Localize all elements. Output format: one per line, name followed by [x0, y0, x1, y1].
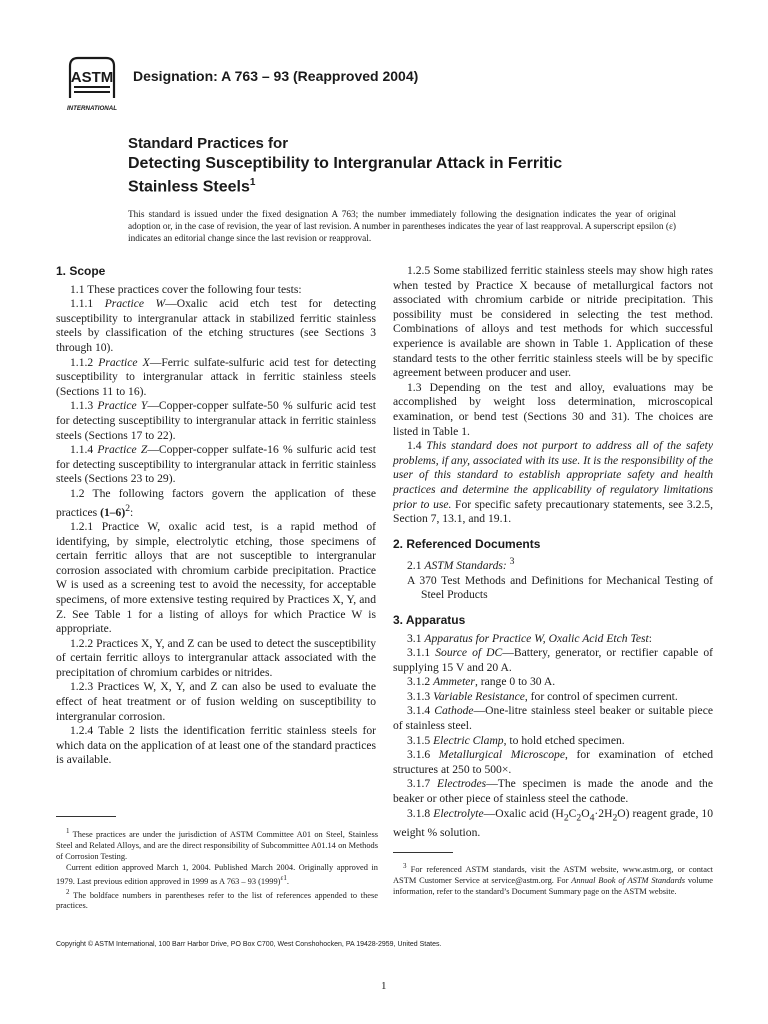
apparatus-heading: 3. Apparatus — [393, 612, 466, 627]
footnote-3: $^3$ For referenced ASTM standards, visit the ASTM website, www.astm.org, or contact ASTM Customer Service at service@astm.org. For Annual Book of ASTM Standards volume information, refer to the standard’s Document Summary page on the ASTM website. — [393, 862, 713, 896]
para-1-2-4: 1.2.4 Table 2 lists the identification ferritic stainless steels for which data on the application of at least one of the standard practices is available. — [56, 724, 376, 767]
para-1-2-5: 1.2.5 Some stabilized ferritic stainless steels may show high rates when tested by Practice X because of metallurgical factors not associated with chromium carbide or nitride precipitation. This possibility must be considered in selecting the test method. Combinations of alloys and test methods for which successful experience is available are shown in Table 1. Application of these standard tests to the other ferritic stainless steels will be by specific agreement between producer and user. — [393, 264, 713, 380]
designation: Designation: A 763 – 93 (Reapproved 2004) — [133, 68, 419, 84]
footnotes-right — [393, 861, 713, 897]
para-3-1: 3.1 Apparatus for Practice W, Oxalic Acid Etch Test: — [407, 631, 652, 645]
footnote-rule-left — [56, 816, 116, 817]
para-1-3: 1.3 Depending on the test and alloy, evaluations may be accomplished by weight loss determination, microscopical examination, or bend test (Sections 30 and 31). The choices are listed in Table 1. — [393, 380, 713, 438]
para-3-1-3: 3.1.3 Variable Resistance, for control of specimen current. — [407, 689, 678, 703]
footnote-1b: Current edition approved March 1, 2004. Published March 2004. Originally approved in 1979. Last previous edition approved in 1999 as A 763 – 93 $(1999)^{\varepsilon 1}$. — [56, 862, 378, 886]
para-3-1-1: 3.1.1 Source of DC—Battery, generator, or rectifier capable of supplying 15 V and 20 A. — [393, 646, 713, 674]
svg-text:ASTM: ASTM — [70, 69, 114, 86]
preamble-text: This standard is issued under the fixed designation A 763; the number immediately following the designation indicates the year of original adoption or, in the case of revision, the year of last revision. A number in parentheses indicates the year of last reapproval. A superscript epsilon (ε) indicates an editorial change since the last revision or reapproval. — [128, 210, 676, 245]
para-1-1-3: 1.1.3 Practice Y—Copper-copper sulfate-50 % sulfuric acid test for detecting susceptibility to intergranular attack in ferritic stainless steels (Sections 17 to 22). — [56, 399, 377, 442]
para-1-2-1: 1.2.1 Practice W, oxalic acid test, is a rapid method of identifying, by simple, electrolytic etching, those specimens of certain ferritic alloys that are not susceptible to intergranular corrosion associated with chromium carbide precipitation. Practice W is used as a screening test to avoid the necessity, for acceptable specimens, of more extensive testing required by Practices X, Y, and Z. See Table 1 for a listing of alloys for which Practice W is appropriate. — [56, 519, 376, 636]
para-1-1-4: 1.1.4 Practice Z—Copper-copper sulfate-16 % sulfuric acid test for detecting susceptibility to intergranular attack in ferritic stainless steels (Sections 23 to 29). — [56, 443, 377, 486]
para-3-1-6: 3.1.6 Metallurgical Microscope, for examination of etched structures at 250 to 500×. — [393, 748, 713, 776]
para-3-1-7: 3.1.7 Electrodes—The specimen is made the anode and the beaker or other piece of stainless steel the cathode. — [393, 777, 714, 806]
document-title — [128, 135, 688, 196]
title-line-2: Detecting Susceptibility to Intergranular Attack in Ferritic — [128, 155, 563, 172]
para-1-1-1: 1.1.1 Practice W—Oxalic acid etch test for detecting susceptibility to intergranular attack in stabilized ferritic stainless steels by classification of the etching structures (see Sections 3 through 10). — [56, 297, 376, 354]
title-line-1: Standard Practices for — [128, 135, 289, 152]
astm-logo — [62, 52, 122, 116]
right-column — [393, 264, 713, 840]
svg-text:INTERNATIONAL: INTERNATIONAL — [66, 105, 118, 112]
para-3-1-2: 3.1.2 Ammeter, range 0 to 30 A. — [407, 675, 556, 689]
footnote-2: $^2$ The boldface numbers in parentheses refer to the list of references appended to these practices. — [56, 887, 378, 911]
para-3-1-4: 3.1.4 Cathode—One-litre stainless steel beaker or suitable piece of stainless steel. — [393, 704, 713, 733]
footnotes-left — [56, 826, 378, 911]
referenced-documents-heading: 2. Referenced Documents — [393, 536, 541, 551]
left-column — [56, 264, 376, 768]
para-1-1: 1.1 These practices cover the following four tests: — [70, 282, 302, 296]
scope-heading: 1. Scope — [56, 264, 106, 278]
page-number: 1 — [381, 980, 387, 992]
para-1-2-3: 1.2.3 Practices W, X, Y, and Z can also be used to evaluate the effect of heat treatment or of fusion welding on susceptibility to intergranular corrosion. — [56, 680, 376, 723]
para-1-2: 1.2 The following factors govern the application of these practices $(1-6)^2$: — [56, 486, 376, 519]
footnote-rule-right — [393, 852, 453, 853]
title-footnote-mark: 1 — [249, 177, 256, 188]
para-2-1: 2.1 ASTM Standards: $^3$ — [407, 556, 515, 573]
para-3-1-8: 3.1.8 Electrolyte—Oxalic acid $(H_2C_2O_4\cdot 2H_2O)$ reagent grade, 10 weight % solution. — [393, 806, 713, 839]
title-line-3: Stainless Steels$^1$ — [128, 177, 256, 196]
footnote-1: $^1$ These practices are under the jurisdiction of ASTM Committee A01 on Steel, Stainless Steel and Related Alloys, and are the direct responsibility of Subcommittee A01.14 on Methods of Corrosion Testing. — [56, 827, 378, 861]
para-1-1-2: 1.1.2 Practice X—Ferric sulfate-sulfuric acid test for detecting susceptibility to intergranular attack in ferritic stainless steels (Sections 11 to 16). — [56, 355, 376, 398]
para-1-4: 1.4 This standard does not purport to address all of the safety problems, if any, associated with its use. It is the responsibility of the user of this standard to establish appropriate safety and health practices and determine the applicability of regulatory limitations prior to use. For specific safety precautionary statements, see 3.2.5, Section 7, 13.1, and 19.1. — [393, 439, 713, 526]
para-1-2-2: 1.2.2 Practices X, Y, and Z can be used to detect the susceptibility of certain ferritic alloys to intergranular attack associated with the precipitation of chromium carbides or nitrides. — [56, 636, 376, 679]
ref-a370: A 370 Test Methods and Definitions for Mechanical Testing of Steel Products — [407, 573, 713, 602]
copyright-line: Copyright © ASTM International, 100 Barr Harbor Drive, PO Box C700, West Conshohocken, PA 19428-2959, United States. — [56, 941, 442, 948]
para-3-1-5: 3.1.5 Electric Clamp, to hold etched specimen. — [407, 733, 625, 747]
